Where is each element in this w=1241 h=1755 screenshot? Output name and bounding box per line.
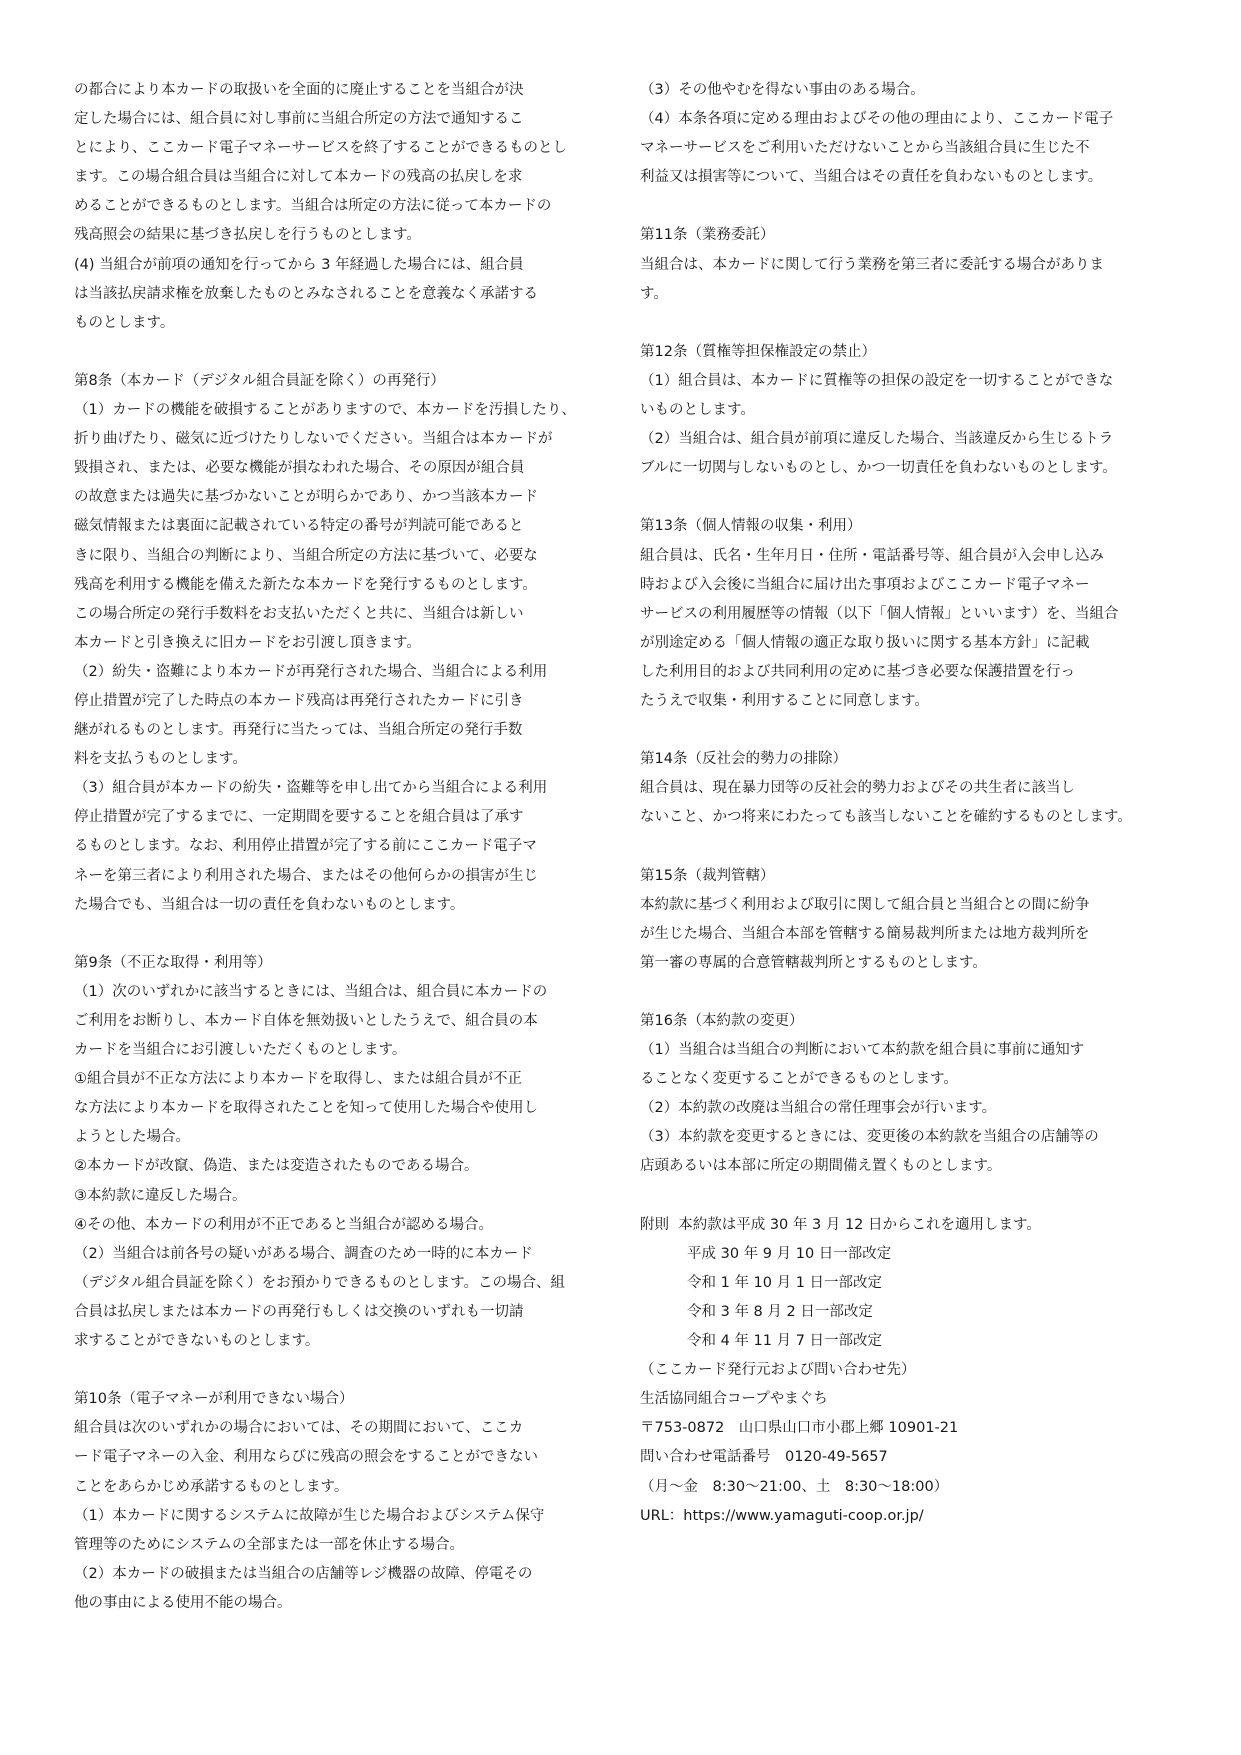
text-line: 停止措置が完了するまでに、一定期間を要することを組合員は了承す <box>74 809 524 826</box>
text-line: 折り曲げたり、磁気に近づけたりしないでください。当組合は本カードが <box>74 431 553 448</box>
left-column <box>74 76 602 1618</box>
text-line: （3）その他やむを得ない事由のある場合。 <box>640 82 925 98</box>
text-line: が別途定める「個人情報の適正な取り扱いに関する基本方針」に記載 <box>640 634 1090 651</box>
article-heading: 第15条（裁判管轄） <box>640 867 775 884</box>
article-heading: 第16条（本約款の変更） <box>640 1013 804 1029</box>
text-line: 料を支払うものとします。 <box>74 751 247 768</box>
article-heading: 第12条（質権等担保権設定の禁止） <box>640 343 876 360</box>
contact-organization: 生活協同組合コープやまぐち <box>640 1391 828 1408</box>
paragraph-gap <box>640 1182 1168 1211</box>
text-line: 管理等のためにシステムの全部または一部を休止する場合。 <box>74 1536 465 1553</box>
text-line: （1）組合員は、本カードに質権等の担保の設定を一切することができな <box>640 372 1114 389</box>
text-line: いものとします。 <box>640 402 755 419</box>
contact-phone: 問い合わせ電話番号 0120-49-5657 <box>640 1449 888 1466</box>
text-line: の都合により本カードの取扱いを全面的に廃止することを当組合が決 <box>74 82 524 98</box>
text-line: (4) 当組合が前項の通知を行ってから 3 年経過した場合には、組合員 <box>74 256 524 273</box>
text-line: ることなく変更することができるものとします。 <box>640 1071 958 1088</box>
text-line: 合員は払戻しまたは本カードの再発行もしくは交換のいずれも一切請 <box>74 1303 524 1320</box>
text-line: 求することができないものとします。 <box>74 1333 320 1350</box>
text-line: ④その他、本カードの利用が不正であると当組合が認める場合。 <box>74 1216 493 1233</box>
text-line: 毀損され、または、必要な機能が損なわれた場合、その原因が組合員 <box>74 460 525 477</box>
paragraph-gap <box>640 483 1168 512</box>
text-line: 利益又は損害等について、当組合はその責任を負わないものとします。 <box>640 169 1103 186</box>
article-heading: 第10条（電子マネーが利用できない場合） <box>74 1391 354 1408</box>
text-line: 継がれるものとします。再発行に当たっては、当組合所定の発行手数 <box>74 722 523 739</box>
text-line: （4）本条各項に定める理由およびその他の理由により、ここカード電子 <box>640 111 1114 128</box>
text-line: 停止措置が完了した時点の本カード残高は再発行されたカードに引き <box>74 692 524 709</box>
text-line: きに限り、当組合の判断により、当組合所定の方法に基づいて、必要な <box>74 547 538 564</box>
text-line: 組合員は、現在暴力団等の反社会的勢力およびその共生者に該当し <box>640 780 1075 797</box>
text-line: （1）カードの機能を破損することがありますので、本カードを汚損したり、 <box>74 402 576 419</box>
text-line: 定した場合には、組合員に対し事前に当組合所定の方法で通知するこ <box>74 111 524 128</box>
revision-line: 令和 1 年 10 月 1 日一部改定 <box>687 1274 883 1291</box>
text-line: 当組合は、本カードに関して行う業務を第三者に委託する場合がありま <box>640 256 1104 273</box>
paragraph-gap <box>640 192 1168 221</box>
text-line: めることができるものとします。当組合は所定の方法に従って本カードの <box>74 198 552 215</box>
text-line: 時および入会後に当組合に届け出た事項およびここカード電子マネー <box>640 576 1090 593</box>
text-line: （1）当組合は当組合の判断において本約款を組合員に事前に通知す <box>640 1042 1085 1059</box>
text-line: ①組合員が不正な方法により本カードを取得し、または組合員が不正 <box>74 1071 522 1088</box>
text-line: ご利用をお断りし、本カード自体を無効扱いとしたうえで、組合員の本 <box>74 1013 538 1029</box>
text-line: （2）紛失・盗難により本カードが再発行された場合、当組合による利用 <box>74 663 548 680</box>
text-line: ものとします。 <box>74 314 175 331</box>
text-line: （デジタル組合員証を除く）をお預かりできるものとします。この場合、組 <box>74 1274 565 1291</box>
text-line: （3）組合員が本カードの紛失・盗難等を申し出てから当組合による利用 <box>74 780 548 797</box>
text-line: サービスの利用履歴等の情報（以下「個人情報」といいます）を、当組合 <box>640 605 1119 622</box>
article-heading: 第11条（業務委託） <box>640 227 775 244</box>
text-line: ないこと、かつ将来にわたっても該当しないことを確約するものとします。 <box>640 809 1132 826</box>
text-line: この場合所定の発行手数料をお支払いただくと共に、当組合は新しい <box>74 605 524 622</box>
supplementary-label: 附則 <box>640 1216 669 1233</box>
text-line: ます。この場合組合員は当組合に対して本カードの残高の払戻しを求 <box>74 169 523 186</box>
paragraph-gap <box>74 338 602 367</box>
text-line: 本カードと引き換えに旧カードをお引渡し頂きます。 <box>74 634 421 651</box>
supplementary-provisions <box>640 1211 1168 1356</box>
paragraph-gap <box>640 978 1168 1007</box>
supplementary-line <box>640 1211 1168 1240</box>
text-line: （1）次のいずれかに該当するときには、当組合は、組合員に本カードの <box>74 983 548 1000</box>
text-line: ③本約款に違反した場合。 <box>74 1187 247 1204</box>
text-line: た場合でも、当組合は一切の責任を負わないものとします。 <box>74 896 465 913</box>
text-line: （1）本カードに関するシステムに故障が生じた場合およびシステム保守 <box>74 1507 545 1524</box>
text-line: 残高を利用する機能を備えた新たな本カードを発行するものとします。 <box>74 576 537 593</box>
text-line: とにより、ここカード電子マネーサービスを終了することができるものとし <box>74 140 567 157</box>
text-line: ード電子マネーの入金、利用ならびに残高の照会をすることができない <box>74 1449 538 1466</box>
text-line: の故意または過失に基づかないことが明らかであり、かつ当該本カード <box>74 489 538 506</box>
contact-block <box>640 1356 1168 1531</box>
text-line: ブルに一切関与しないものとし、かつ一切責任を負わないものとします。 <box>640 460 1117 477</box>
text-line: （2）本カードの破損または当組合の店舗等レジ機器の故障、停電その <box>74 1565 533 1582</box>
text-line: が生じた場合、当組合本部を管轄する簡易裁判所または地方裁判所を <box>640 925 1090 942</box>
revision-line: 平成 30 年 9 月 10 日一部改定 <box>687 1245 892 1262</box>
contact-address: 〒753-0872 山口県山口市小郡上郷 10901-21 <box>640 1420 959 1437</box>
text-line: した利用目的および共同利用の定めに基づき必要な保護措置を行っ <box>640 663 1075 680</box>
paragraph-gap <box>640 832 1168 861</box>
text-line: す。 <box>640 285 668 302</box>
text-line: ネーを第三者により利用された場合、またはその他何らかの損害が生じ <box>74 867 538 884</box>
text-line: （2）本約款の改廃は当組合の常任理事会が行います。 <box>640 1100 997 1117</box>
text-line: たうえで収集・利用することに同意します。 <box>640 692 929 709</box>
text-line: は当該払戻請求権を放棄したものとみなされることを意義なく承諾する <box>74 285 538 302</box>
contact-heading: （ここカード発行元および問い合わせ先） <box>640 1362 916 1379</box>
paragraph-gap <box>640 309 1168 338</box>
text-line: 残高照会の結果に基づき払戻しを行うものとします。 <box>74 227 421 244</box>
text-line: な方法により本カードを取得されたことを知って使用した場合や使用し <box>74 1100 538 1117</box>
paragraph-gap <box>74 1356 602 1385</box>
text-line: 組合員は、氏名・生年月日・住所・電話番号等、組合員が入会申し込み <box>640 547 1104 564</box>
contact-hours: （月～金 8:30～21:00、土 8:30～18:00） <box>640 1478 949 1495</box>
contact-url[interactable]: URL：https://www.yamaguti-coop.or.jp/ <box>640 1507 924 1524</box>
text-line: 第一審の専属的合意管轄裁判所とするものとします。 <box>640 954 987 971</box>
right-column <box>640 76 1168 1531</box>
text-line: ようとした場合。 <box>74 1129 190 1146</box>
text-line: マネーサービスをご利用いただけないことから当該組合員に生じた不 <box>640 140 1090 157</box>
text-line: 他の事由による使用不能の場合。 <box>74 1594 292 1611</box>
supplementary-text: 本約款は平成 30 年 3 月 12 日からこれを適用します。 <box>678 1216 1041 1233</box>
text-line: ②本カードが改竄、偽造、または変造されたものである場合。 <box>74 1158 479 1175</box>
text-line: （2）当組合は前各号の疑いがある場合、調査のため一時的に本カード <box>74 1245 533 1262</box>
right-column-body <box>640 76 1168 1211</box>
text-line: 店頭あるいは本部に所定の期間備え置くものとします。 <box>640 1158 1002 1175</box>
article-heading: 第8条（本カード（デジタル組合員証を除く）の再発行） <box>74 372 445 389</box>
revision-line: 令和 3 年 8 月 2 日一部改定 <box>687 1303 873 1320</box>
text-line: （3）本約款を変更するときには、変更後の本約款を当組合の店舗等の <box>640 1129 1099 1146</box>
text-line: 本約款に基づく利用および取引に関して組合員と当組合との間に紛争 <box>640 896 1090 913</box>
text-line: 磁気情報または裏面に記載されている特定の番号が判読可能であると <box>74 518 524 535</box>
text-line: カードを当組合にお引渡しいただくものとします。 <box>74 1042 407 1059</box>
revision-line: 令和 4 年 11 月 7 日一部改定 <box>687 1333 883 1350</box>
text-line: るものとします。なお、利用停止措置が完了する前にここカード電子マ <box>74 838 537 855</box>
article-heading: 第13条（個人情報の収集・利用） <box>640 518 862 535</box>
text-line: 組合員は次のいずれかの場合においては、その期間において、ここカ <box>74 1420 524 1437</box>
paragraph-gap <box>640 716 1168 745</box>
text-line: （2）当組合は、組合員が前項に違反した場合、当該違反から生じるトラ <box>640 431 1114 448</box>
paragraph-gap <box>74 920 602 949</box>
article-heading: 第14条（反社会的勢力の排除） <box>640 751 847 768</box>
article-heading: 第9条（不正な取得・利用等） <box>74 954 272 971</box>
text-line: ことをあらかじめ承諾するものとします。 <box>74 1478 349 1495</box>
